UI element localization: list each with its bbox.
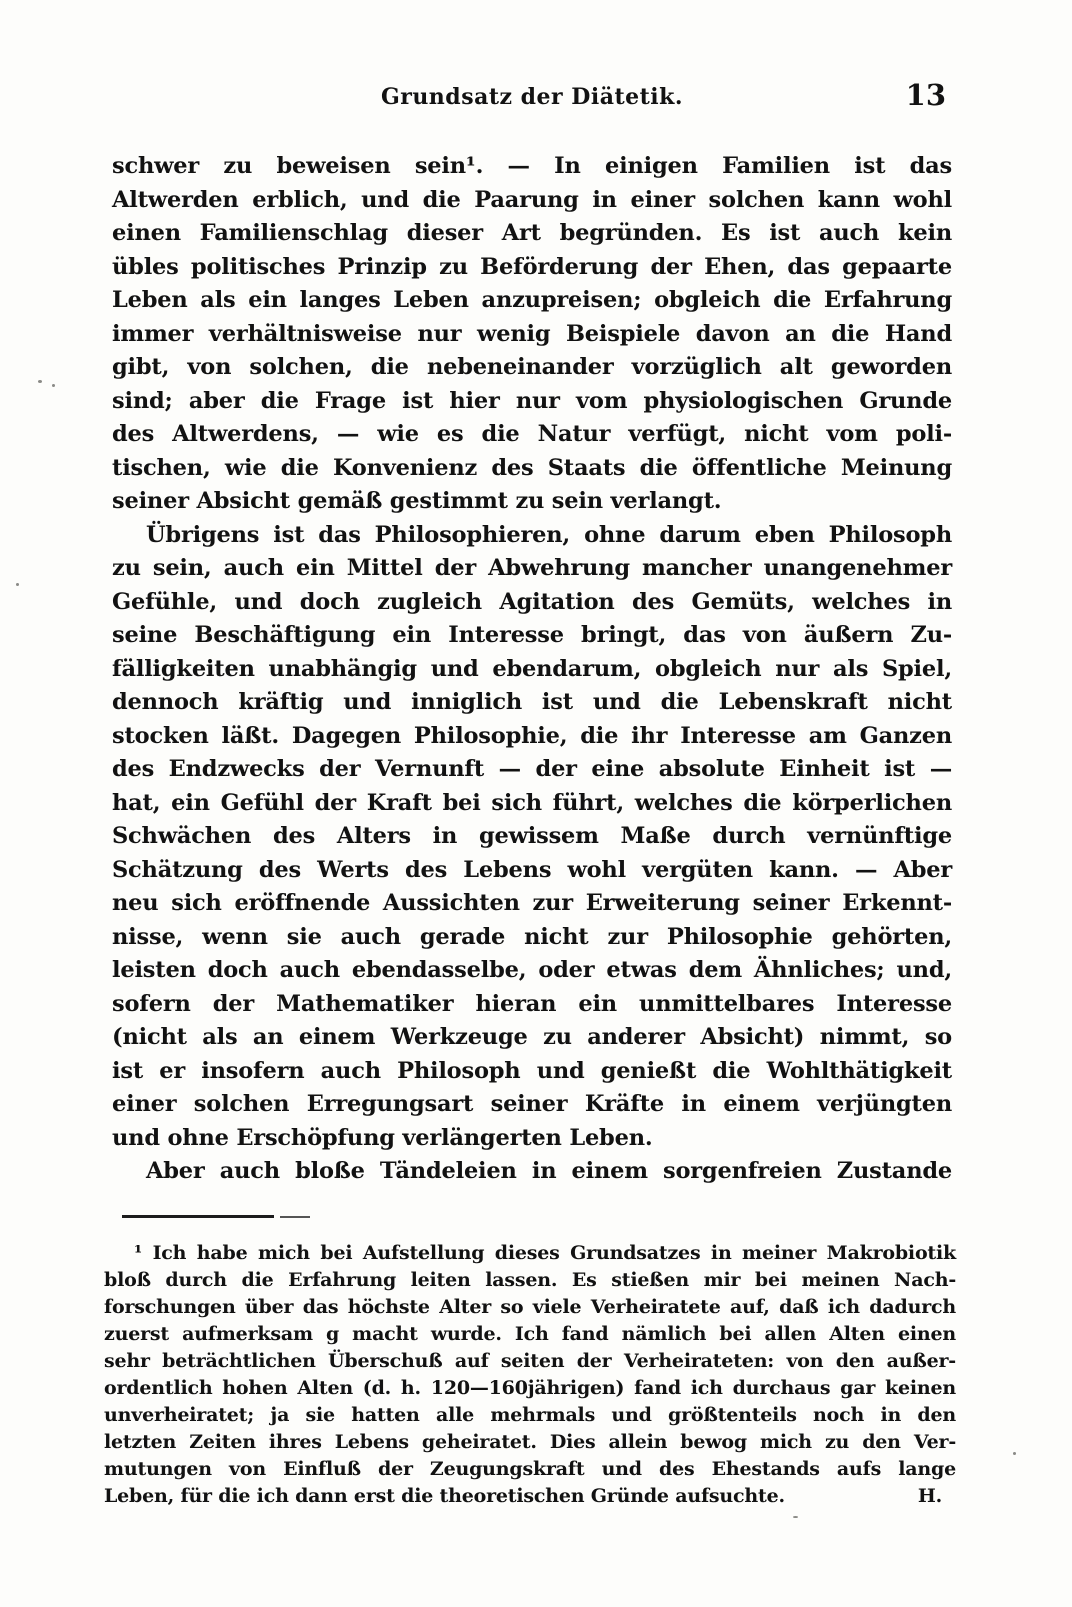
body-line: und ohne Erschöpfung verlängerten Leben. xyxy=(112,1124,653,1151)
scan-speck xyxy=(52,384,55,387)
body-line: einen Familienschlag dieser Art begründen. Es ist auch kein xyxy=(112,220,952,246)
body-line: Leben als ein langes Leben anzupreisen; obgleich die Erfahrung xyxy=(112,287,952,313)
footnote-separator xyxy=(122,1215,274,1218)
body-line: Gefühle, und doch zugleich Agitation des Gemüts, welches in xyxy=(112,588,952,615)
running-title: Grundsatz der Diätetik. xyxy=(380,84,684,110)
body-line: des Altwerdens, — wie es die Natur verfügt, nicht vom poli- xyxy=(112,421,952,447)
body-line: hat, ein Gefühl der Kraft bei sich führt, welches die körperlichen xyxy=(112,789,952,816)
footnote-last-text: Leben, für die ich dann erst die theoretischen Gründe aufsuchte. xyxy=(104,1485,785,1507)
body-line: zu sein, auch ein Mittel der Abwehrung mancher unangenehmer xyxy=(112,555,952,581)
body-line: einer solchen Erregungsart seiner Kräfte in einem verjüngten xyxy=(112,1091,952,1117)
page-header xyxy=(112,78,952,124)
footnote-line: letzten Zeiten ihres Lebens geheiratet. Dies allein bewog mich zu den Ver- xyxy=(104,1431,956,1453)
body-line: stocken läßt. Dagegen Philosophie, die ihr Interesse am Ganzen xyxy=(112,722,952,749)
footnote-last-line xyxy=(104,1483,956,1510)
body-line: seine Beschäftigung ein Interesse bringt, das von äußern Zu- xyxy=(112,622,952,648)
body-line: Übrigens ist das Philosophieren, ohne darum eben Philosoph xyxy=(146,521,952,548)
body-line: schwer zu beweisen sein¹. — In einigen Familien ist das xyxy=(112,153,952,179)
body-line: fälligkeiten unabhängig und ebendarum, obgleich nur als Spiel, xyxy=(112,655,952,682)
body-line: Altwerden erblich, und die Paarung in einer solchen kann wohl xyxy=(112,186,952,213)
body-line: Schwächen des Alters in gewissem Maße durch vernünftige xyxy=(112,823,952,849)
footnote-line: bloß durch die Erfahrung leiten lassen. Es stießen mir bei meinen Nach- xyxy=(104,1269,956,1291)
body-line: immer verhältnisweise nur wenig Beispiele davon an die Hand xyxy=(112,320,952,347)
scan-speck xyxy=(1013,1452,1016,1455)
body-line: leisten doch auch ebendasselbe, oder etwas dem Ähnliches; und, xyxy=(112,957,952,983)
footnote-line: mutungen von Einfluß der Zeugungskraft und des Ehestands aufs lange xyxy=(104,1458,956,1480)
scan-speck xyxy=(16,583,19,586)
body-line: tischen, wie die Konvenienz des Staats die öffentliche Meinung xyxy=(112,454,952,481)
body-line: (nicht als an einem Werkzeuge zu anderer Absicht) nimmt, so xyxy=(112,1024,952,1050)
main-text-block xyxy=(112,150,952,1189)
body-line: ist er insofern auch Philosoph und genießt die Wohlthätigkeit xyxy=(112,1057,952,1084)
body-line: neu sich eröffnende Aussichten zur Erweiterung seiner Erkennt- xyxy=(112,890,952,916)
footnote-signature: H. xyxy=(917,1485,942,1507)
scan-speck xyxy=(38,380,42,383)
footnote-line: ordentlich hohen Alten (d. h. 120—160jährigen) fand ich durchaus gar keinen xyxy=(104,1377,956,1399)
page-number: 13 xyxy=(905,78,946,112)
scan-speck xyxy=(793,1516,798,1518)
footnote-line: zuerst aufmerksam g macht wurde. Ich fand nämlich bei allen Alten einen xyxy=(104,1323,956,1345)
body-line: des Endzwecks der Vernunft — der eine absolute Einheit ist — xyxy=(112,756,952,782)
footnote-line: unverheiratet; ja sie hatten alle mehrmals und größtenteils noch in den xyxy=(104,1404,956,1426)
body-line: seiner Absicht gemäß gestimmt zu sein verlangt. xyxy=(112,488,722,514)
footnote-line: forschungen über das höchste Alter so viele Verheiratete auf, daß ich dadurch xyxy=(104,1296,956,1318)
body-line: dennoch kräftig und inniglich ist und die Lebenskraft nicht xyxy=(112,689,952,715)
body-line: übles politisches Prinzip zu Beförderung der Ehen, das gepaarte xyxy=(112,253,952,280)
body-line: sind; aber die Frage ist hier nur vom physiologischen Grunde xyxy=(112,387,952,414)
body-line: sofern der Mathematiker hieran ein unmittelbares Interesse xyxy=(112,990,952,1017)
body-line: nisse, wenn sie auch gerade nicht zur Philosophie gehörten, xyxy=(112,923,952,950)
body-line: Aber auch bloße Tändeleien in einem sorgenfreien Zustande xyxy=(146,1158,952,1184)
footnote-line: ¹ Ich habe mich bei Aufstellung dieses Grundsatzes in meiner Makrobiotik xyxy=(134,1242,956,1264)
body-line: gibt, von solchen, die nebeneinander vorzüglich alt geworden xyxy=(112,354,952,380)
body-line: Schätzung des Werts des Lebens wohl vergüten kann. — Aber xyxy=(112,856,952,883)
footnote-block xyxy=(104,1240,956,1510)
footnote-line: sehr beträchtlichen Überschuß auf seiten der Verheirateten: von den außer- xyxy=(104,1350,956,1372)
